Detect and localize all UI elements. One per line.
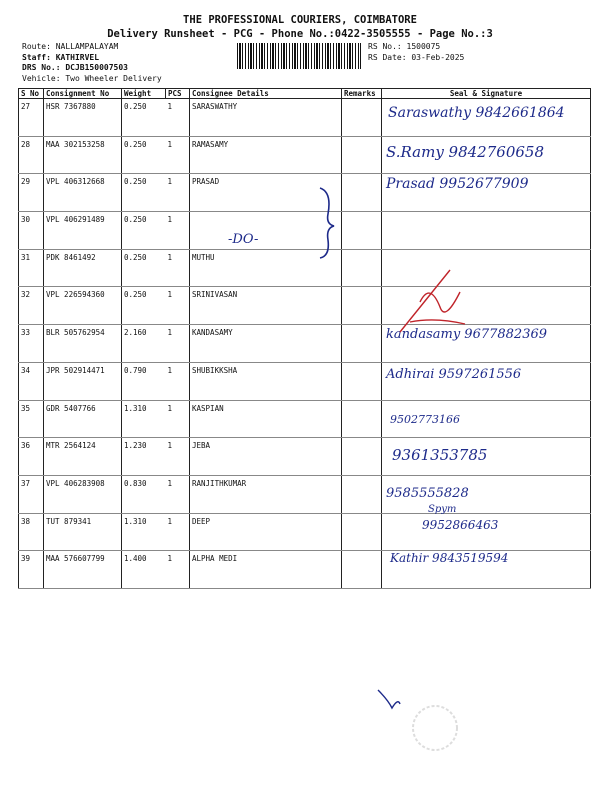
row-sno: 27 [19,99,44,137]
row-remarks [342,136,382,174]
table-row [19,287,591,325]
handwritten-signature: Prasad 9952677909 [386,176,529,193]
row-sno: 39 [19,551,44,589]
row36-name-scrawl: Spym [428,504,457,515]
row31-32-red-scribble [390,262,480,342]
row-consignment-no: VPL 406291489 [44,212,122,250]
row-signature [382,362,591,400]
col-consignment: Consignment No [44,89,122,99]
row-sno: 32 [19,287,44,325]
table-row [19,362,591,400]
company-title: THE PROFESSIONAL COURIERS, COIMBATORE [183,14,417,26]
row-weight: 0.250 [122,287,166,325]
row-weight: 1.230 [122,438,166,476]
row-consignment-no: MAA 302153258 [44,136,122,174]
row-sno: 30 [19,212,44,250]
row-remarks [342,400,382,438]
row-weight: 1.400 [122,551,166,589]
row-signature [382,475,591,513]
row-remarks [342,438,382,476]
row-consignee: SARASWATHY [190,99,342,137]
row-pcs: 1 [166,249,190,287]
row-sno: 35 [19,400,44,438]
row-weight: 0.790 [122,362,166,400]
runsheet-table [18,88,591,589]
row-consignment-no: HSR 7367880 [44,99,122,137]
row-signature [382,136,591,174]
route-text: Route: NALLAMPALAYAM [22,42,119,51]
row-consignment-no: MAA 576607799 [44,551,122,589]
row-sno: 37 [19,475,44,513]
rs-no-text: RS No.: 1500075 [368,42,441,51]
row-pcs: 1 [166,287,190,325]
row-weight: 1.310 [122,400,166,438]
row-signature [382,174,591,212]
col-sno: S No [19,89,44,99]
row29-30-brace [316,184,338,262]
row-signature [382,400,591,438]
row-pcs: 1 [166,438,190,476]
table-row [19,249,591,287]
row-consignment-no: GDR 5407766 [44,400,122,438]
row-consignment-no: PDK 8461492 [44,249,122,287]
drs-text: DRS No.: DCJB150007503 [22,63,128,72]
table-row [19,438,591,476]
row-consignment-no: JPR 502914471 [44,362,122,400]
row-sno: 28 [19,136,44,174]
col-remarks: Remarks [342,89,382,99]
row-signature [382,551,591,589]
row-weight: 0.250 [122,99,166,137]
rs-date-text: RS Date: 03-Feb-2025 [368,52,465,62]
row-pcs: 1 [166,551,190,589]
row-remarks [342,249,382,287]
table-header-row [19,89,591,99]
handwritten-signature: 9585555828 [386,485,469,501]
row-sno: 34 [19,362,44,400]
row-consignee: RAMASAMY [190,136,342,174]
row-remarks [342,325,382,363]
handwritten-signature: Adhirai 9597261556 [386,366,522,382]
row-pcs: 1 [166,513,190,551]
row-consignee: PRASAD [190,174,342,212]
table-row [19,513,591,551]
barcode [237,43,361,69]
row-consignee: KASPIAN [190,400,342,438]
handwritten-signature: Saraswathy 9842661864 [388,105,565,121]
row-consignment-no: VPL 226594360 [44,287,122,325]
table-row [19,551,591,589]
row-sno: 36 [19,438,44,476]
row-pcs: 1 [166,475,190,513]
col-weight: Weight [122,89,166,99]
row-consignee: SRINIVASAN [190,287,342,325]
handwritten-signature: Kathir 9843519594 [390,551,509,566]
table-row [19,174,591,212]
handwritten-signature: 9502773166 [390,412,460,426]
table-row [19,400,591,438]
col-pcs: PCS [166,89,190,99]
table-row [19,212,591,250]
row-remarks [342,362,382,400]
row-consignment-no: VPL 406312668 [44,174,122,212]
row-pcs: 1 [166,136,190,174]
row-signature [382,513,591,551]
row-weight: 0.250 [122,212,166,250]
row-consignee: JEBA [190,438,342,476]
row-remarks [342,99,382,137]
table-row [19,475,591,513]
row-consignee: SHUBIKKSHA [190,362,342,400]
row-consignee: ALPHA MEDI [190,551,342,589]
runsheet-subtitle: Delivery Runsheet - PCG - Phone No.:0422-3505555 - Page No.:3 [107,28,493,40]
handwritten-signature: S.Ramy 9842760658 [386,142,544,161]
handwritten-signature: 9952866463 [422,517,499,532]
row-consignee: KANDASAMY [190,325,342,363]
row-sno: 33 [19,325,44,363]
row-consignment-no: TUT 879341 [44,513,122,551]
row-consignment-no: MTR 2564124 [44,438,122,476]
row-remarks [342,551,382,589]
row-sno: 31 [19,249,44,287]
table-row [19,136,591,174]
row30-ditto-mark: -DO- [228,232,259,247]
table-row [19,325,591,363]
faint-stamp [400,700,470,760]
row-consignment-no: BLR 505762954 [44,325,122,363]
row-consignee: MUTHU [190,249,342,287]
table-row [19,99,591,137]
row-signature [382,438,591,476]
row-weight: 0.830 [122,475,166,513]
handwritten-signature: kandasamy 9677882369 [386,327,548,343]
row-sno: 38 [19,513,44,551]
row-weight: 0.250 [122,136,166,174]
row-remarks [342,475,382,513]
row-pcs: 1 [166,212,190,250]
col-signature: Seal & Signature [382,89,591,99]
row-signature [382,99,591,137]
row-consignee: RANJITHKUMAR [190,475,342,513]
row-weight: 1.310 [122,513,166,551]
row-remarks [342,174,382,212]
row-consignee: DEEP [190,513,342,551]
row-consignment-no: VPL 406283908 [44,475,122,513]
row-sno: 29 [19,174,44,212]
row-weight: 0.250 [122,174,166,212]
row-remarks [342,212,382,250]
row-weight: 2.160 [122,325,166,363]
row-remarks [342,287,382,325]
row-signature [382,212,591,250]
row-pcs: 1 [166,174,190,212]
staff-text: Staff: KATHIRVEL [22,52,100,62]
meta-left [22,42,162,84]
vehicle-text: Vehicle: Two Wheeler Delivery [22,73,162,83]
row-pcs: 1 [166,362,190,400]
row-pcs: 1 [166,400,190,438]
meta-right [368,42,464,63]
col-consignee: Consignee Details [190,89,342,99]
row-pcs: 1 [166,99,190,137]
handwritten-signature: 9361353785 [392,446,488,465]
row-pcs: 1 [166,325,190,363]
row-remarks [342,513,382,551]
row-weight: 0.250 [122,249,166,287]
